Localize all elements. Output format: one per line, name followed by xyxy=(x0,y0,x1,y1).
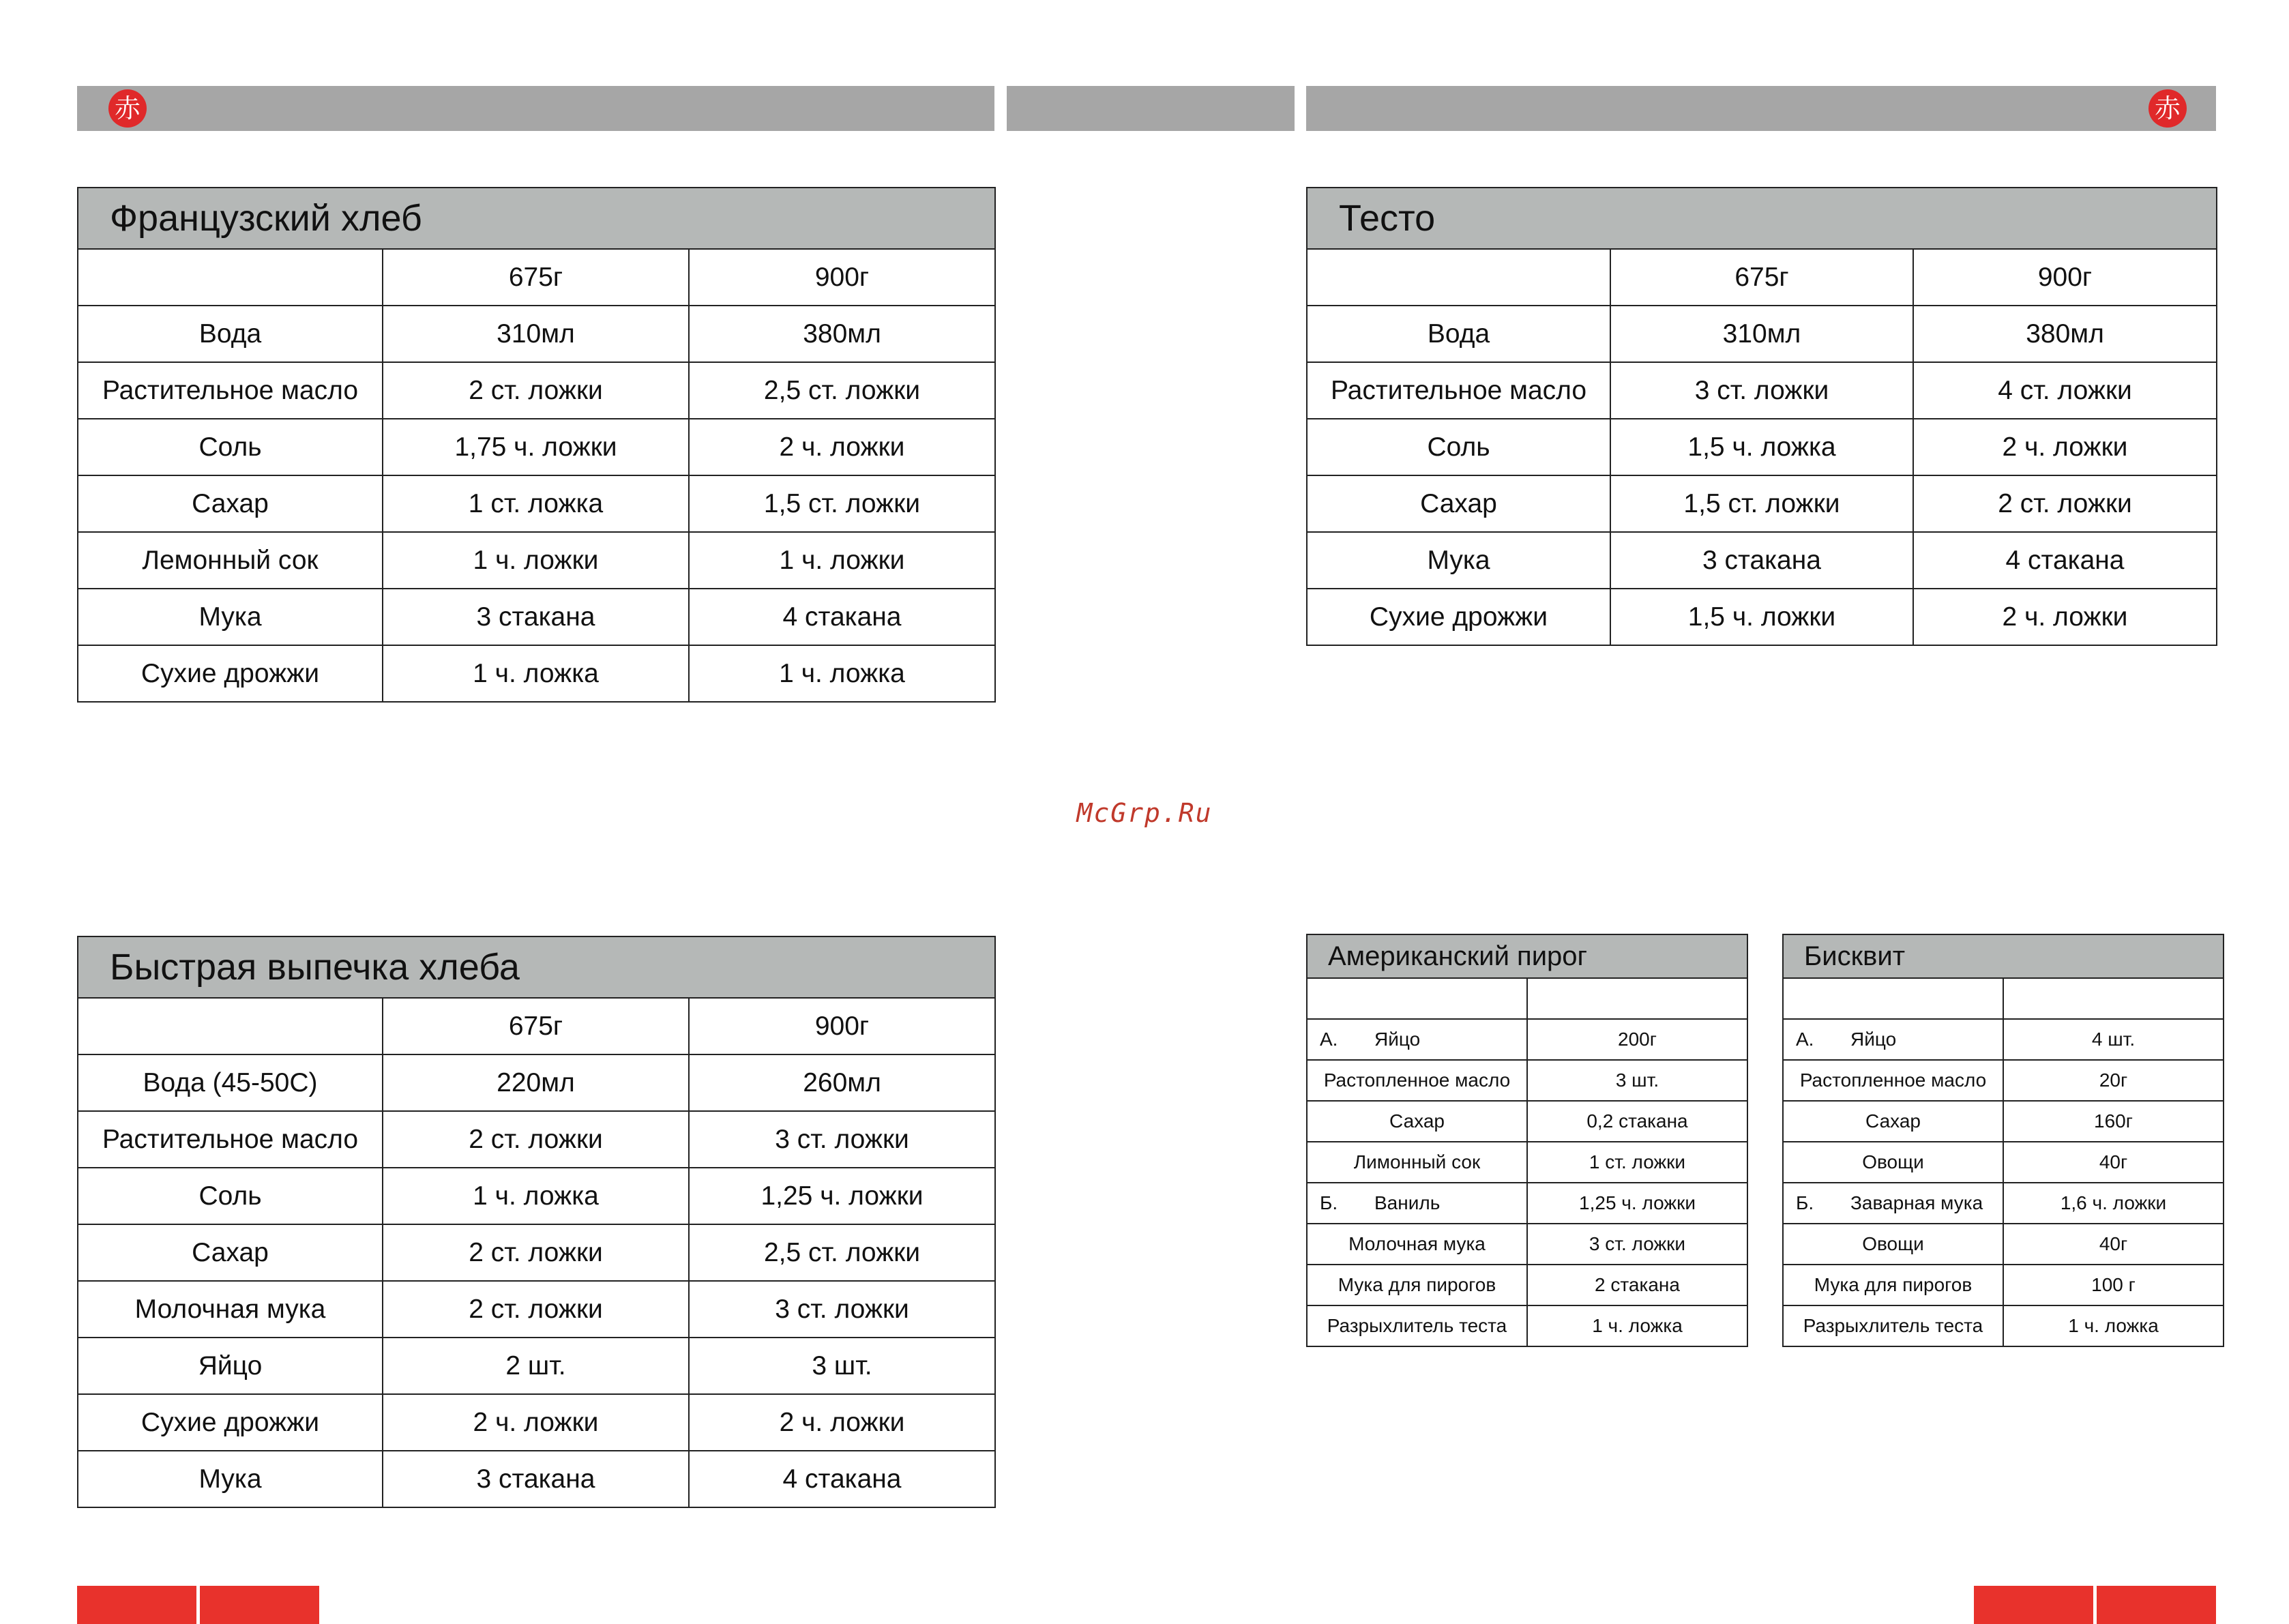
footer-block-right-1 xyxy=(1974,1586,2093,1624)
cell-value: 200г xyxy=(1527,1019,1747,1060)
row-label: Сахар xyxy=(1307,475,1610,532)
table-title: Французский хлеб xyxy=(78,188,995,249)
cell-value: 20г xyxy=(2003,1060,2224,1101)
cell-value: 3 ст. ложки xyxy=(689,1111,995,1168)
cell-value: 0,2 стакана xyxy=(1527,1101,1747,1142)
cell-value: 1,5 ст. ложки xyxy=(689,475,995,532)
cell-value: 4 ст. ложки xyxy=(1913,362,2217,419)
cell-value: 2 ч. ложки xyxy=(1913,589,2217,645)
cell-value: 40г xyxy=(2003,1142,2224,1183)
empty-cell xyxy=(78,998,383,1054)
row-label xyxy=(1307,1183,1527,1224)
cell-value: 2 ч. ложки xyxy=(689,419,995,475)
cell-value: 40г xyxy=(2003,1224,2224,1265)
row-label: Соль xyxy=(78,1168,383,1224)
dough-table xyxy=(1306,187,2217,646)
row-label: Соль xyxy=(78,419,383,475)
row-label: Молочная мука xyxy=(78,1281,383,1338)
row-label: Лимонный сок xyxy=(1307,1142,1527,1183)
biscuit-table xyxy=(1782,934,2224,1347)
cell-value: 4 стакана xyxy=(689,589,995,645)
watermark: McGrp.Ru xyxy=(1076,798,1213,828)
section-marker: Б. xyxy=(1320,1192,1338,1213)
table-title: Быстрая выпечка хлеба xyxy=(78,936,995,998)
section-marker: Б. xyxy=(1796,1192,1814,1213)
row-label: Разрыхлитель теста xyxy=(1783,1305,2003,1346)
header-bar-center xyxy=(1007,86,1295,131)
row-label: Растительное масло xyxy=(1307,362,1610,419)
cell-value: 1 ч. ложки xyxy=(689,532,995,589)
cell-value: 3 ст. ложки xyxy=(689,1281,995,1338)
row-label: Молочная мука xyxy=(1307,1224,1527,1265)
empty-cell xyxy=(1307,978,1527,1019)
column-header: 900г xyxy=(1913,249,2217,306)
row-label: Мука xyxy=(1307,532,1610,589)
cell-value: 1,6 ч. ложки xyxy=(2003,1183,2224,1224)
logo-right-icon: 赤 xyxy=(2148,89,2187,128)
row-label: Растопленное масло xyxy=(1783,1060,2003,1101)
cell-value: 2,5 ст. ложки xyxy=(689,1224,995,1281)
row-label: Овощи xyxy=(1783,1224,2003,1265)
empty-cell xyxy=(78,249,383,306)
cell-value: 3 ст. ложки xyxy=(1527,1224,1747,1265)
cell-value: 1 ч. ложка xyxy=(383,1168,689,1224)
cell-value: 4 стакана xyxy=(689,1451,995,1507)
cell-value: 2 ч. ложки xyxy=(689,1394,995,1451)
row-label: Мука xyxy=(78,589,383,645)
cell-value: 3 шт. xyxy=(1527,1060,1747,1101)
cell-value: 2 шт. xyxy=(383,1338,689,1394)
cell-value: 2 ч. ложки xyxy=(1913,419,2217,475)
cell-value: 4 шт. xyxy=(2003,1019,2224,1060)
column-header: 675г xyxy=(383,998,689,1054)
cell-value: 1,5 ст. ложки xyxy=(1610,475,1913,532)
cell-value: 1 ст. ложка xyxy=(383,475,689,532)
row-label: Мука xyxy=(78,1451,383,1507)
cell-value: 3 ст. ложки xyxy=(1610,362,1913,419)
row-label: Сухие дрожжи xyxy=(78,1394,383,1451)
row-label: Овощи xyxy=(1783,1142,2003,1183)
american-pie-table xyxy=(1306,934,1748,1347)
quick-bread-table xyxy=(77,936,996,1508)
row-label: Разрыхлитель теста xyxy=(1307,1305,1527,1346)
row-label: Сахар xyxy=(1783,1101,2003,1142)
section-marker: А. xyxy=(1796,1029,1814,1050)
empty-cell xyxy=(1783,978,2003,1019)
empty-cell xyxy=(2003,978,2224,1019)
column-header: 675г xyxy=(1610,249,1913,306)
header-bar-left xyxy=(77,86,994,131)
column-header: 675г xyxy=(383,249,689,306)
cell-value: 1 ч. ложка xyxy=(689,645,995,702)
cell-value: 1 ч. ложки xyxy=(383,532,689,589)
row-label: Растительное масло xyxy=(78,1111,383,1168)
footer-block-right-2 xyxy=(2097,1586,2216,1624)
row-label: Вода xyxy=(78,306,383,362)
cell-value: 4 стакана xyxy=(1913,532,2217,589)
cell-value: 2 ст. ложки xyxy=(383,1224,689,1281)
row-label: Мука для пирогов xyxy=(1307,1265,1527,1305)
cell-value: 260мл xyxy=(689,1054,995,1111)
row-label xyxy=(1307,1019,1527,1060)
footer-block-left-2 xyxy=(200,1586,319,1624)
cell-value: 1 ст. ложки xyxy=(1527,1142,1747,1183)
row-label: Яйцо xyxy=(78,1338,383,1394)
cell-value: 310мл xyxy=(383,306,689,362)
cell-value: 3 стакана xyxy=(1610,532,1913,589)
cell-value: 2 ст. ложки xyxy=(383,362,689,419)
row-label: Сухие дрожжи xyxy=(78,645,383,702)
cell-value: 3 шт. xyxy=(689,1338,995,1394)
cell-value: 1 ч. ложка xyxy=(383,645,689,702)
row-label: Сухие дрожжи xyxy=(1307,589,1610,645)
column-header: 900г xyxy=(689,998,995,1054)
cell-value: 2 стакана xyxy=(1527,1265,1747,1305)
row-label: Растопленное масло xyxy=(1307,1060,1527,1101)
ingredient-name: Заварная мука xyxy=(1850,1192,1983,1213)
cell-value: 160г xyxy=(2003,1101,2224,1142)
cell-value: 1,25 ч. ложки xyxy=(689,1168,995,1224)
cell-value: 220мл xyxy=(383,1054,689,1111)
ingredient-name: Ваниль xyxy=(1374,1192,1441,1213)
cell-value: 1,25 ч. ложки xyxy=(1527,1183,1747,1224)
header-bar-right xyxy=(1306,86,2216,131)
cell-value: 1,5 ч. ложка xyxy=(1610,419,1913,475)
cell-value: 1,75 ч. ложки xyxy=(383,419,689,475)
empty-cell xyxy=(1307,249,1610,306)
cell-value: 1 ч. ложка xyxy=(2003,1305,2224,1346)
row-label: Сахар xyxy=(78,475,383,532)
cell-value: 2 ст. ложки xyxy=(1913,475,2217,532)
row-label: Вода xyxy=(1307,306,1610,362)
cell-value: 3 стакана xyxy=(383,589,689,645)
footer-block-left-1 xyxy=(77,1586,196,1624)
ingredient-name: Яйцо xyxy=(1850,1029,1897,1050)
french-bread-table xyxy=(77,187,996,703)
cell-value: 380мл xyxy=(1913,306,2217,362)
cell-value: 1,5 ч. ложки xyxy=(1610,589,1913,645)
cell-value: 2 ст. ложки xyxy=(383,1281,689,1338)
cell-value: 2,5 ст. ложки xyxy=(689,362,995,419)
cell-value: 2 ч. ложки xyxy=(383,1394,689,1451)
cell-value: 3 стакана xyxy=(383,1451,689,1507)
row-label: Соль xyxy=(1307,419,1610,475)
column-header: 900г xyxy=(689,249,995,306)
table-title: Американский пирог xyxy=(1307,934,1747,978)
cell-value: 1 ч. ложка xyxy=(1527,1305,1747,1346)
row-label: Лемонный сок xyxy=(78,532,383,589)
section-marker: А. xyxy=(1320,1029,1338,1050)
ingredient-name: Яйцо xyxy=(1374,1029,1421,1050)
cell-value: 100 г xyxy=(2003,1265,2224,1305)
row-label: Сахар xyxy=(78,1224,383,1281)
cell-value: 2 ст. ложки xyxy=(383,1111,689,1168)
cell-value: 310мл xyxy=(1610,306,1913,362)
row-label: Мука для пирогов xyxy=(1783,1265,2003,1305)
table-title: Бисквит xyxy=(1783,934,2224,978)
logo-left-icon: 赤 xyxy=(108,89,147,128)
table-title: Тесто xyxy=(1307,188,2217,249)
row-label xyxy=(1783,1183,2003,1224)
row-label xyxy=(1783,1019,2003,1060)
row-label: Растительное масло xyxy=(78,362,383,419)
empty-cell xyxy=(1527,978,1747,1019)
row-label: Сахар xyxy=(1307,1101,1527,1142)
row-label: Вода (45-50С) xyxy=(78,1054,383,1111)
cell-value: 380мл xyxy=(689,306,995,362)
